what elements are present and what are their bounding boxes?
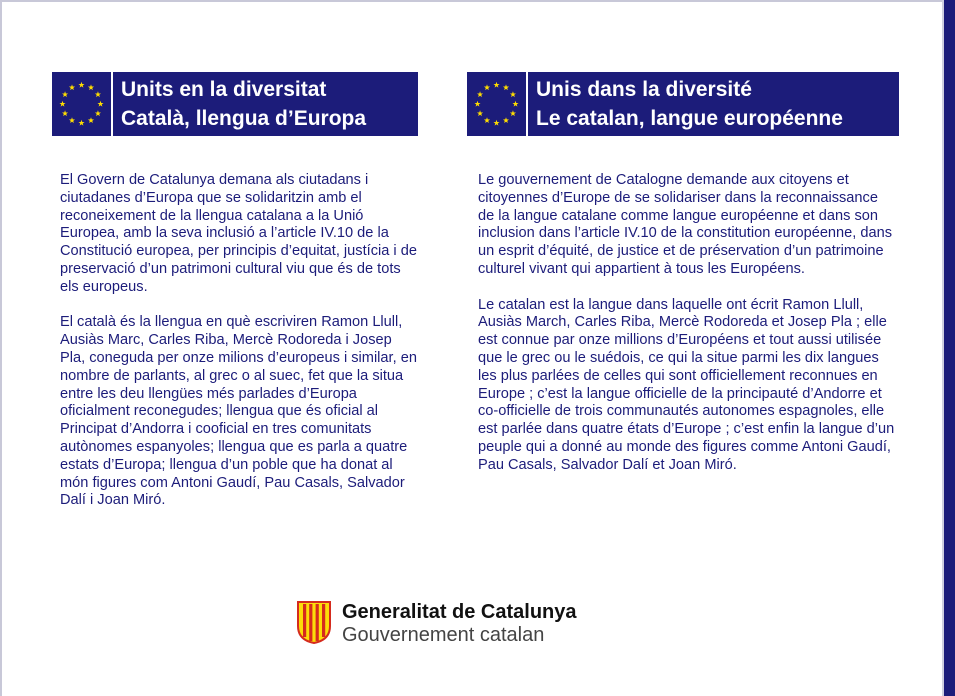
title-line-2: Le catalan, langue européenne: [536, 107, 843, 130]
page-border-right: [944, 0, 955, 696]
title-line-2: Català, llengua d’Europa: [121, 107, 367, 130]
eu-flag-icon: [52, 72, 111, 136]
org-name: Generalitat de Catalunya: [342, 601, 577, 623]
catalan-coat-of-arms-icon: [296, 600, 332, 644]
page-border-left: [0, 0, 2, 696]
title-banner-french: [467, 72, 899, 136]
page-border-top: [0, 0, 955, 2]
paragraph: El Govern de Catalunya demana als ciutadans i ciutadanes d’Europa que se solidaritzin amb el reconeixement de la llengua catalana a la Unió Europea, amb la seva inclusió a l’article IV.10 de la Constitució europea, per principis d’equitat, justícia i de preservació d’un patrimoni cultural viu que és de tots els europeus.: [60, 172, 417, 295]
title-line-1: Unis dans la diversité: [536, 78, 752, 101]
org-subtitle: Gouvernement catalan: [342, 624, 545, 646]
eu-flag-icon: [467, 72, 526, 136]
paragraph: Le catalan est la langue dans laquelle ont écrit Ramon Llull, Ausiàs March, Carles Riba, Mercè Rodoreda et Josep Pla ; elle est connue par onze millions d’Européens et tout aussi utilisée que le grec ou le suédois, ce qui la situe parmi les dix langues les plus parlées de celles qui sont officiellement reconnues en Europe ; c’est la langue officielle de la principauté d’Andorre et co-officielle de trois communautés autonomes espagnoles, elle est parlée dans quatre états d’Europe ; c’est enfin la langue d’un peuple qui a donné au monde des figures comme Antoni Gaudí, Pau Casals, Salvador Dalí et Joan Miró.: [478, 296, 895, 473]
generalitat-logo: [296, 600, 577, 646]
banner-title-catalan: [113, 72, 366, 136]
banner-title-french: [528, 72, 843, 136]
catalan-text-column: [60, 172, 420, 528]
paragraph: El català és la llengua en què escriviren Ramon Llull, Ausiàs Marc, Carles Riba, Mercè Rodoreda i Josep Pla, coneguda per onze milions d’europeus i similar, en nombre de parlants, al grec o al suec, fet que la situa entre les deu llengües més parlades d’Europa oficialment reconegudes; llengua que és oficial al Principat d’Andorra i cooficial en tres comunitats autònomes espanyoles; llengua que es parla a quatre estats d’Europa; llengua d’un poble que ha donat al món figures com Antoni Gaudí, Pau Casals, Salvador Dalí i Joan Miró.: [60, 314, 417, 509]
title-banner-catalan: [52, 72, 418, 136]
logo-text: [342, 600, 577, 646]
title-line-1: Units en la diversitat: [121, 78, 327, 101]
french-text-column: [478, 172, 898, 492]
paragraph: Le gouvernement de Catalogne demande aux citoyens et citoyennes d’Europe de se solidariser dans la reconnaissance de la langue catalane comme langue européenne et dans son inclusion dans l’article IV.10 de la constitution européenne, dans un esprit d’équité, de justice et de préservation d’un patrimoine culturel vivant qui appartient à tous les Européens.: [478, 172, 893, 277]
